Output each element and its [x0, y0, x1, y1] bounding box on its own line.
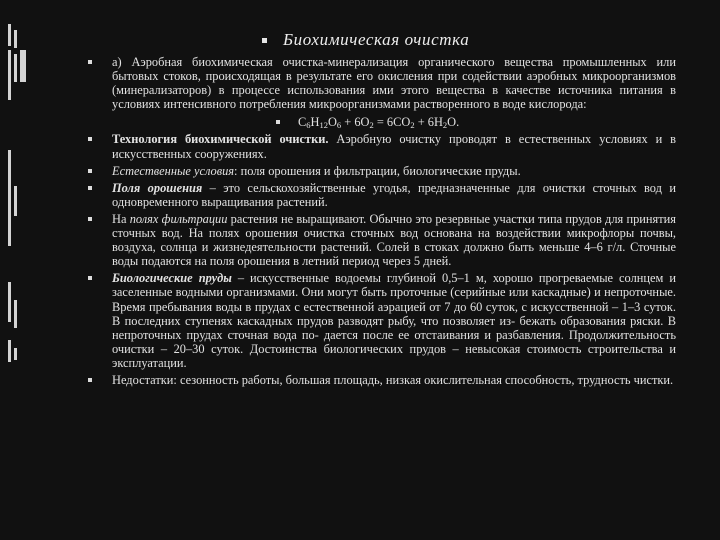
list-item-natural-conditions [88, 164, 676, 178]
bullet-icon [88, 217, 92, 221]
item-lead: полях фильтрации [129, 211, 228, 226]
formula-part: H [310, 115, 320, 130]
bullet-icon [88, 137, 92, 141]
item-text: Недостатки: сезонность работы, большая площадь, низкая окислительная способность, трудность чистки. [112, 372, 674, 387]
list-item-technology [88, 132, 676, 160]
item-lead: Биологические пруды [112, 271, 232, 286]
bullet-icon [276, 120, 280, 124]
item-text: – искусственные водоемы глубиной 0,5–1 м, хорошо прогреваемые солнцем и заселенные водными организмами. Они могут быть проточные (серийные или каскадные) и непроточные. Время пребывания воды в прудах с естественной аэрацией от 7 до 60 суток, с искусственной – 1–3 суток. В последних ступенях каскадных прудов разводят рыбу, что позволяет из- бежать образования ряски. В непроточных прудах сточная вода по- дается после ее отстаивания и разбавления. Продолжительность очистки – 20–30 суток. Достоинства биологических прудов – невысокая стоимость строительства и эксплуатации. [112, 271, 677, 370]
item-lead: Естественные условия [112, 163, 235, 178]
item-text: Аэробную очистку проводят в естественных условиях и в искусственных сооружениях. [112, 132, 676, 161]
formula-part: O. [447, 115, 460, 130]
item-text: а) Аэробная биохимическая очистка-минерализация органического вещества промышленных или бытовых стоков, происходящая в результате его окисления при содействии аэробных микроорганизмов (минерализаторов) в процессе использования ими этого вещества в качестве источника питания в условиях интенсивного потребления микроорганизмами растворенного в воде кислорода: [112, 55, 676, 112]
bullet-icon [88, 186, 92, 190]
list-item-irrigation-fields [88, 181, 676, 209]
bullet-icon [88, 169, 92, 173]
formula-part: O [327, 115, 337, 130]
formula-sub: 2 [410, 120, 415, 131]
bullet-icon [88, 276, 92, 280]
formula-sub: 2 [442, 120, 448, 131]
item-lead: Поля орошения [112, 180, 203, 195]
item-prefix: На [112, 211, 130, 226]
reaction-formula [88, 115, 676, 129]
formula-part: C [298, 115, 307, 130]
item-lead: Технология биохимической очистки. [112, 132, 329, 147]
decorative-sidebar [0, 0, 40, 540]
list-item-filtration-fields [88, 212, 676, 268]
item-text: – это сельскохозяйственные угодья, предназначенные для очистки сточных вод и одновременного выращивания растений. [112, 180, 676, 209]
formula-part: = 6CO [373, 115, 411, 130]
bullet-icon [88, 378, 92, 382]
formula-sub: 12 [319, 120, 328, 131]
list-item-disadvantages [88, 373, 676, 387]
title-bullet-icon [262, 38, 267, 43]
formula-sub: 2 [369, 120, 374, 131]
title-row [262, 28, 469, 52]
item-text: растения не выращивают. Обычно это резервные участки типа прудов для принятия сточных вод. На полях орошения очистка сточных вод основана на воздействии микрофлоры почвы, воздуха, солнца и жизнедеятельности растений. Солей в стоках должно быть меньше 4–6 г/л. Сточные воды подаются на поля орошения в летний период через 5 дней. [112, 211, 676, 269]
formula-sub: 6 [306, 120, 311, 131]
bullet-icon [88, 60, 92, 64]
slide-title: Биохимическая очистка [283, 30, 470, 49]
list-item-aerobic [88, 55, 676, 111]
list-item-biological-ponds [88, 271, 676, 370]
item-text: : поля орошения и фильтрации, биологические пруды. [234, 163, 521, 178]
slide-content [88, 55, 676, 387]
formula-sub: 6 [336, 120, 342, 131]
formula-part: + 6O [341, 115, 370, 130]
formula-part: + 6H [414, 115, 443, 130]
